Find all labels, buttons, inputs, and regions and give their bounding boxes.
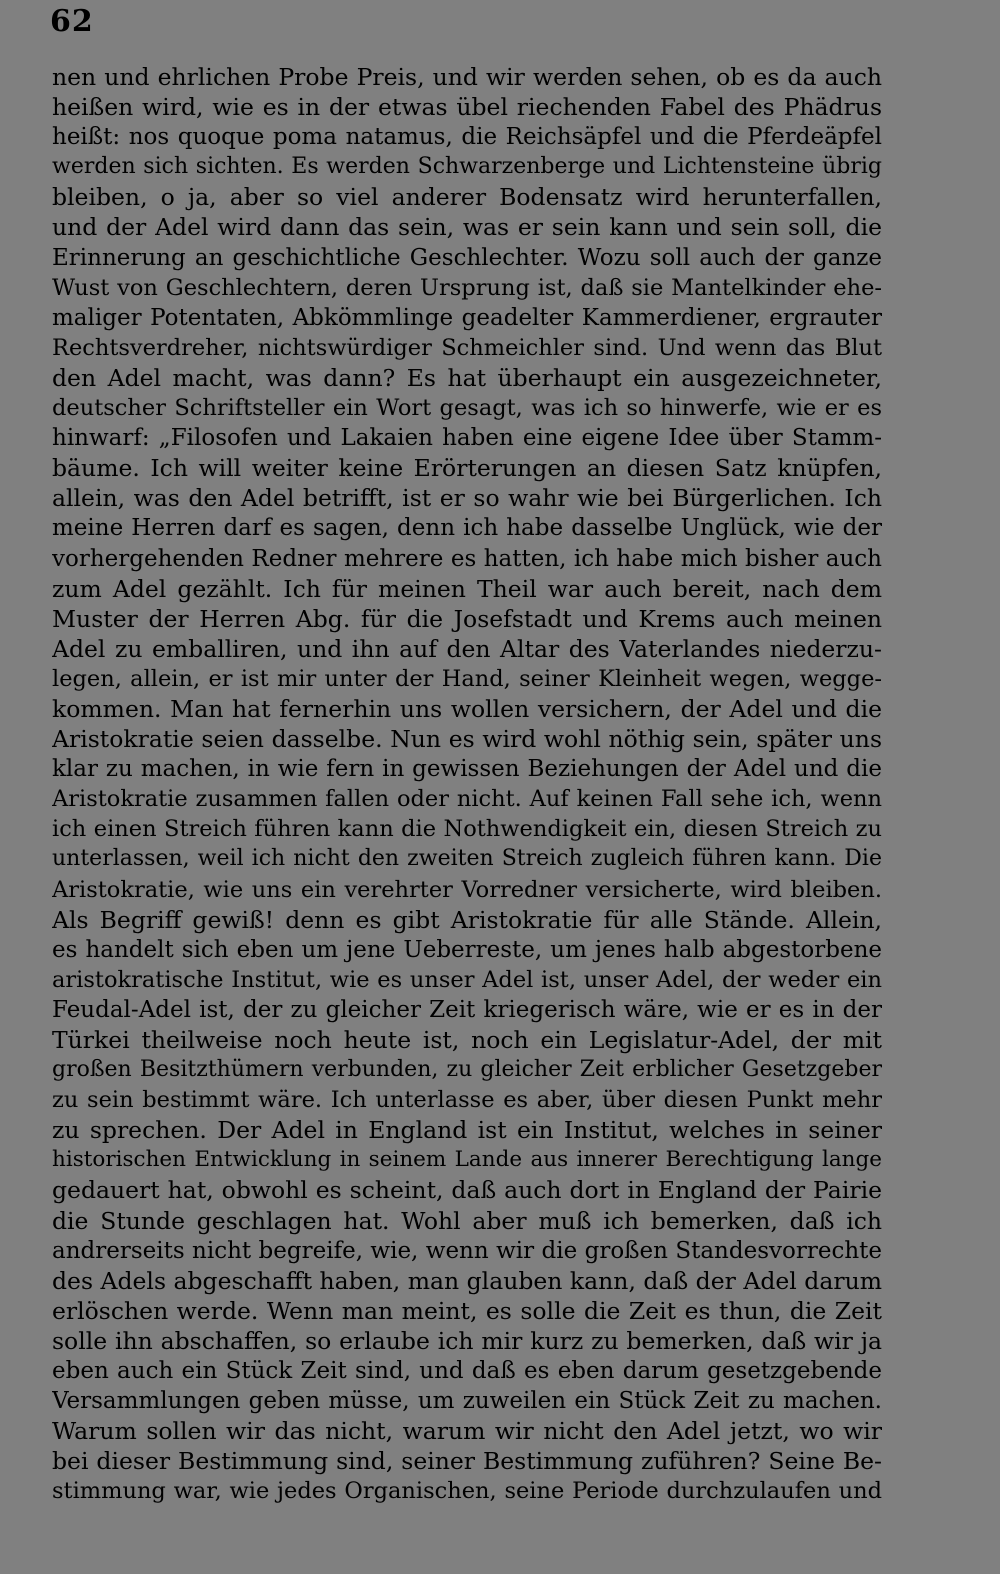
text-line: Versammlungen geben müsse, um zuweilen ein Stück Zeit zu machen. bbox=[52, 1388, 882, 1415]
text-line: stimmung war, wie jedes Organischen, seine Periode durchzulaufen und bbox=[52, 1478, 882, 1505]
text-line: erlöschen werde. Wenn man meint, es solle die Zeit es thun, die Zeit bbox=[52, 1296, 882, 1325]
text-line: die Stunde geschlagen hat. Wohl aber muß ich bemerken, daß ich bbox=[52, 1206, 882, 1235]
text-line: vorhergehenden Redner mehrere es hatten, ich habe mich bisher auch bbox=[52, 545, 882, 572]
text-line: zu sein bestimmt wäre. Ich unterlasse es aber, über diesen Punkt mehr bbox=[52, 1087, 882, 1114]
text-line: maliger Potentaten, Abkömmlinge geadelter Kammerdiener, ergrauter bbox=[52, 304, 882, 331]
text-line: legen, allein, er ist mir unter der Hand, seiner Kleinheit wegen, wegge- bbox=[52, 665, 882, 692]
text-line: heißt: nos quoque poma natamus, die Reichsäpfel und die Pferdeäpfel bbox=[52, 124, 882, 151]
text-line: Türkei theilweise noch heute ist, noch ein Legislatur-Adel, der mit bbox=[52, 1026, 882, 1054]
text-line: Feudal-Adel ist, der zu gleicher Zeit kriegerisch wäre, wie er es in der bbox=[52, 996, 882, 1023]
text-line: Aristokratie, wie uns ein verehrter Vorredner versicherte, wird bleiben. bbox=[52, 876, 882, 903]
body-text bbox=[52, 62, 882, 1507]
text-line: Erinnerung an geschichtliche Geschlechter. Wozu soll auch der ganze bbox=[52, 244, 882, 271]
text-line: werden sich sichten. Es werden Schwarzenberge und Lichtensteine übrig bbox=[52, 154, 882, 180]
text-line: klar zu machen, in wie fern in gewissen Beziehungen der Adel und die bbox=[52, 756, 882, 783]
text-line: Wust von Geschlechtern, deren Ursprung ist, daß sie Mantelkinder ehe- bbox=[52, 274, 882, 301]
text-line: heißen wird, wie es in der etwas übel riechenden Fabel des Phädrus bbox=[52, 93, 882, 122]
text-line: Muster der Herren Abg. für die Josefstadt und Krems auch meinen bbox=[52, 604, 882, 633]
text-line: aristokratische Institut, wie es unser Adel ist, unser Adel, der weder ein bbox=[52, 966, 882, 993]
text-line: deutscher Schriftsteller ein Wort gesagt, was ich so hinwerfe, wie er es bbox=[52, 395, 882, 422]
text-line: gedauert hat, obwohl es scheint, daß auch dort in England der Pairie bbox=[52, 1176, 882, 1205]
text-line: Als Begriff gewiß! denn es gibt Aristokratie für alle Stände. Allein, bbox=[52, 905, 882, 934]
text-line: Aristokratie zusammen fallen oder nicht. Auf keinen Fall sehe ich, wenn bbox=[52, 786, 882, 813]
text-line: Warum sollen wir das nicht, warum wir nicht den Adel jetzt, wo wir bbox=[52, 1417, 882, 1446]
text-line: und der Adel wird dann das sein, was er sein kann und sein soll, die bbox=[52, 213, 882, 242]
text-line: historischen Entwicklung in seinem Lande aus innerer Berechtigung lange bbox=[52, 1147, 882, 1173]
text-line: Aristokratie seien dasselbe. Nun es wird wohl nöthig sein, später uns bbox=[52, 725, 882, 754]
text-line: ich einen Streich führen kann die Nothwendigkeit ein, diesen Streich zu bbox=[52, 816, 882, 843]
text-line: bäume. Ich will weiter keine Erörterungen an diesen Satz knüpfen, bbox=[52, 454, 882, 483]
text-line: nen und ehrlichen Probe Preis, und wir werden sehen, ob es da auch bbox=[52, 63, 882, 91]
page-number: 62 bbox=[50, 4, 94, 39]
text-line: den Adel macht, was dann? Es hat überhaupt ein ausgezeichneter, bbox=[52, 363, 882, 392]
text-line: solle ihn abschaffen, so erlaube ich mir kurz zu bemerken, daß wir ja bbox=[52, 1326, 882, 1355]
text-line: eben auch ein Stück Zeit sind, und daß es eben darum gesetzgebende bbox=[52, 1358, 882, 1385]
text-line: Rechtsverdreher, nichtswürdiger Schmeichler sind. Und wenn das Blut bbox=[52, 334, 882, 361]
text-line: es handelt sich eben um jene Ueberreste, um jenes halb abgestorbene bbox=[52, 936, 882, 963]
text-line: hinwarf: „Filosofen und Lakaien haben eine eigene Idee über Stamm- bbox=[52, 425, 882, 452]
text-line: meine Herren darf es sagen, denn ich habe dasselbe Unglück, wie der bbox=[52, 515, 882, 542]
text-line: bleiben, o ja, aber so viel anderer Bodensatz wird herunterfallen, bbox=[52, 183, 882, 212]
text-line: des Adels abgeschafft haben, man glauben kann, daß der Adel darum bbox=[52, 1266, 882, 1295]
text-line: bei dieser Bestimmung sind, seiner Bestimmung zuführen? Seine Be- bbox=[52, 1447, 882, 1476]
text-line: unterlassen, weil ich nicht den zweiten Streich zugleich führen kann. Die bbox=[52, 846, 882, 872]
text-line: großen Besitzthümern verbunden, zu gleicher Zeit erblicher Gesetzgeber bbox=[52, 1057, 882, 1083]
text-line: kommen. Man hat fernerhin uns wollen versichern, der Adel und die bbox=[52, 694, 882, 723]
text-line: zum Adel gezählt. Ich für meinen Theil war auch bereit, nach dem bbox=[52, 574, 882, 603]
text-line: andrerseits nicht begreife, wie, wenn wir die großen Standesvorrechte bbox=[52, 1237, 882, 1264]
text-line: allein, was den Adel betrifft, ist er so wahr wie bei Bürgerlichen. Ich bbox=[52, 484, 882, 513]
text-line: zu sprechen. Der Adel in England ist ein Institut, welches in seiner bbox=[52, 1116, 882, 1145]
text-line: Adel zu emballiren, und ihn auf den Altar des Vaterlandes niederzu- bbox=[52, 634, 882, 663]
